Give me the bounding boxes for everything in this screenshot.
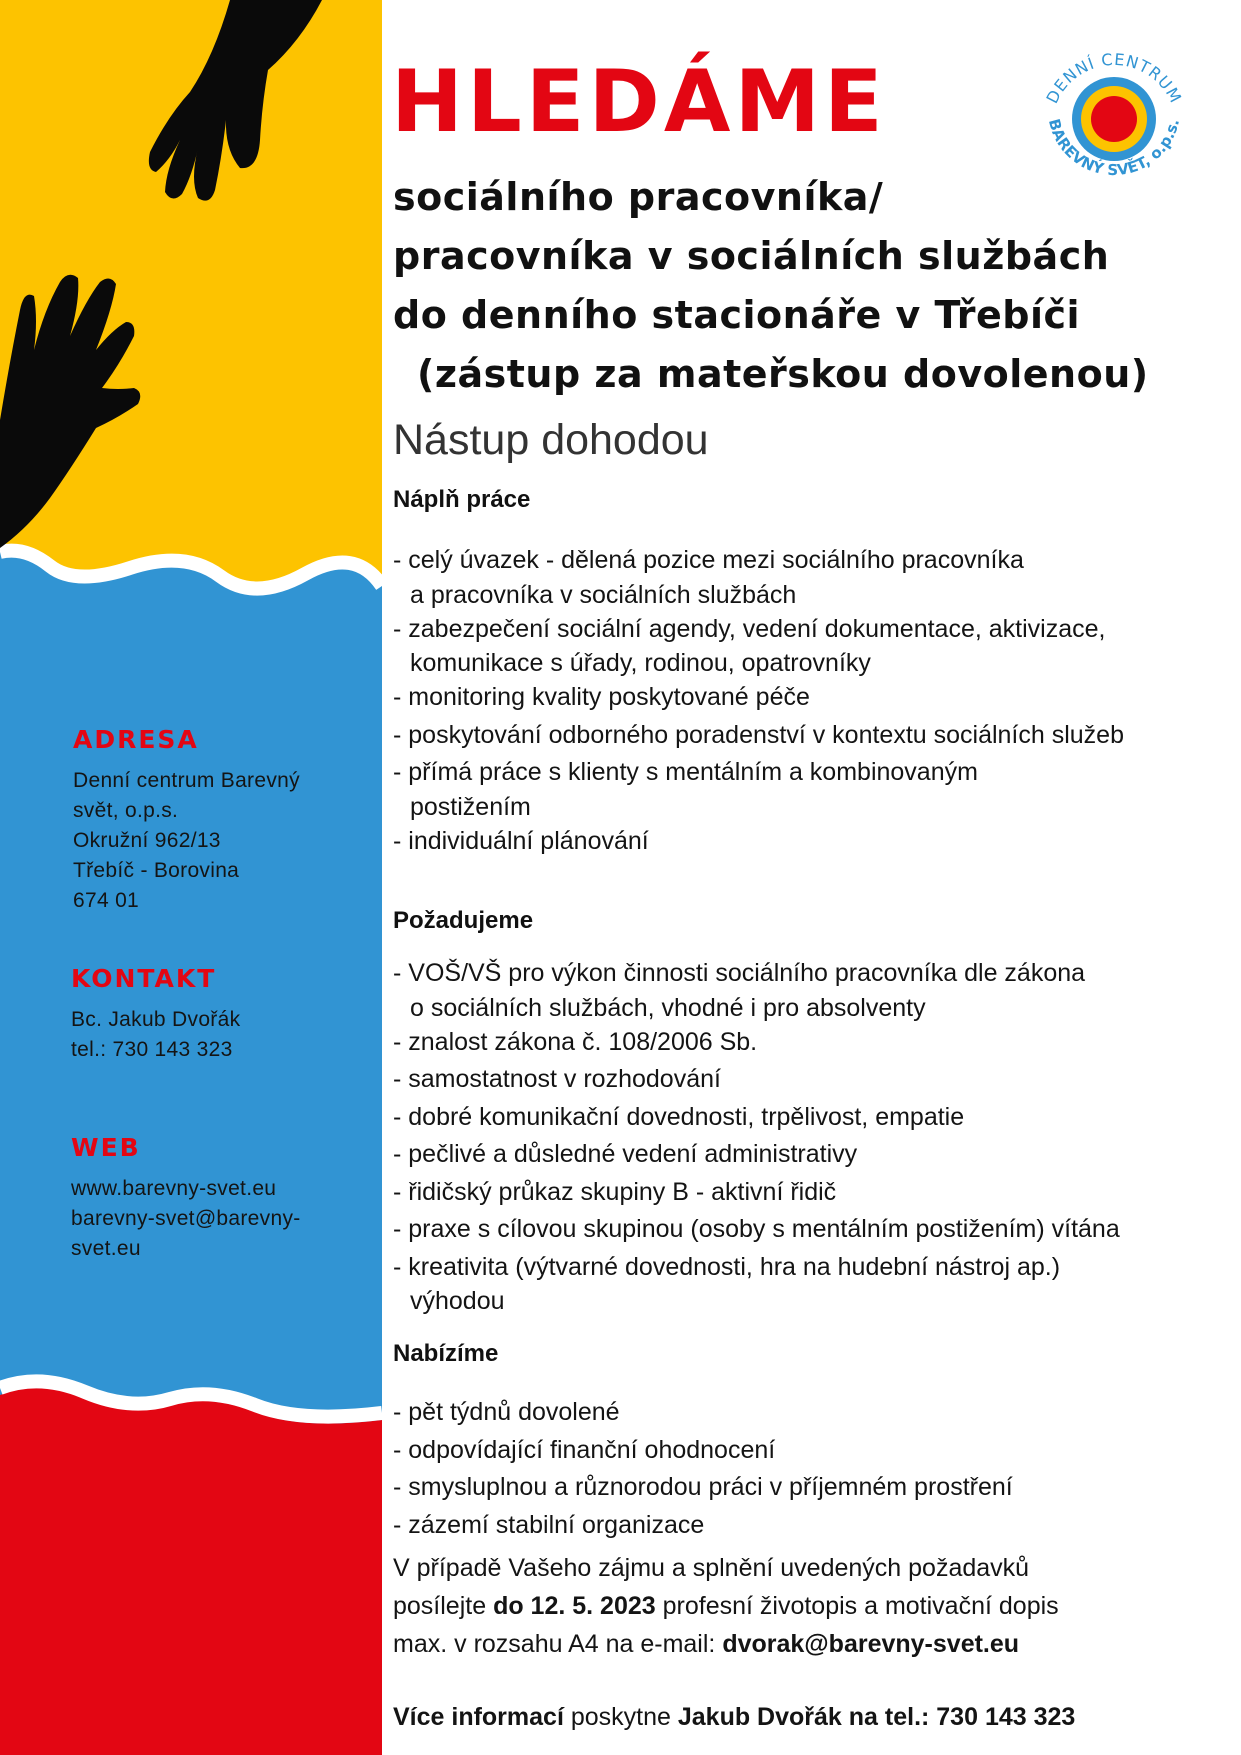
address-line: svět, o.p.s. [73,799,179,822]
address-line: 674 01 [73,889,140,912]
list-item [393,1136,1238,1174]
address-line: Denní centrum Barevný [73,769,300,792]
contact-name: Bc. Jakub Dvořák [71,1008,241,1031]
list-item-text: - praxe s cílovou skupinou (osoby s mentálním postižením) vítána [393,1215,1120,1243]
list-item-text: - samostatnost v rozhodování [393,1065,721,1093]
page-title: HLEDÁME [391,52,887,152]
list-item-text: - poskytování odborného poradenství v kontextu sociálních služeb [393,720,1124,749]
contact-block [71,964,351,1065]
list-item-text-cont: postižením [410,792,531,821]
red-band [0,1388,382,1755]
list-item [393,717,1238,755]
closing-line [393,1625,1059,1663]
address-line: Třebíč - Borovina [73,859,240,882]
closing-text: max. v rozsahu A4 na e-mail: [393,1630,723,1658]
list-item-text-cont: výhodou [410,1287,505,1315]
list-item-text: - monitoring kvality poskytované péče [393,683,810,711]
list-item-text-cont: komunikace s úřady, rodinou, opatrovníky [410,649,871,677]
list-item-text: - zabezpečení sociální agendy, vedení dokumentace, aktivizace, [393,614,1106,643]
address-block [73,725,353,916]
list-item-text: - řidičský průkaz skupiny B - aktivní řidič [393,1177,837,1206]
position-line: pracovníka v sociálních službách [393,234,1110,278]
list-item-text: - dobré komunikační dovednosti, trpělivost, empatie [393,1102,965,1131]
list-item-text-cont: o sociálních službách, vhodné i pro absolventy [410,993,926,1022]
list-item-text: - pečlivé a důsledné vedení administrativy [393,1140,858,1168]
list-item-text: - přímá práce s klienty s mentálním a kombinovaným [393,758,978,786]
list-item-text: - znalost zákona č. 108/2006 Sb. [393,1027,758,1056]
web-block [71,1133,351,1264]
closing-line: V případě Vašeho zájmu a splnění uvedených požadavků [393,1554,1030,1582]
list-item [393,1394,1238,1432]
list-item [393,1099,1238,1137]
closing-line [393,1587,1059,1625]
section-title-job: Náplň práce [393,486,531,513]
final-contact: Jakub Dvořák na tel.: 730 143 323 [677,1703,1076,1731]
deadline: do 12. 5. 2023 [493,1592,656,1620]
list-item-text: - VOŠ/VŠ pro výkon činnosti sociálního pracovníka dle zákona [393,959,1086,987]
list-item [393,1061,1238,1099]
final-text: poskytne [563,1703,678,1731]
list-item [393,1249,1238,1318]
list-item [393,611,1238,680]
contact-phone[interactable]: tel.: 730 143 323 [71,1038,233,1061]
list-item-text: - zázemí stabilní organizace [393,1510,705,1539]
list-item [393,1469,1238,1507]
list-item [393,679,1238,717]
list-item [393,754,1238,823]
section-title-offer: Nabízíme [393,1340,499,1367]
job-list [393,542,1238,860]
offer-list [393,1394,1238,1544]
requirements-list [393,955,1238,1317]
list-item [393,1432,1238,1470]
closing-paragraph [393,1549,1059,1663]
list-item [393,1507,1238,1545]
list-item [393,542,1238,611]
list-item-text: - pět týdnů dovolené [393,1398,620,1426]
list-item [393,823,1238,861]
list-item-text: - kreativita (výtvarné dovednosti, hra na hudební nástroj ap.) [393,1252,1061,1281]
list-item [393,955,1238,1024]
contact-email-link[interactable]: dvorak@barevny-svet.eu [722,1630,1020,1658]
logo-bottom-text: BAREVNÝ SVĚT, o.p.s. [1044,116,1183,180]
list-item [393,1211,1238,1249]
sidebar [0,0,382,1755]
position-line: do denního stacionáře v Třebíči [393,293,1081,337]
web-url-link[interactable]: www.barevny-svet.eu [71,1177,277,1200]
web-email-link-cont[interactable]: svet.eu [71,1237,141,1260]
closing-text: profesní životopis a motivační dopis [655,1592,1059,1620]
position-line: sociálního pracovníka/ [393,175,884,219]
address-line: Okružní 962/13 [73,829,221,852]
address-heading: ADRESA [73,725,199,754]
list-item-text-cont: a pracovníka v sociálních službách [410,580,797,609]
list-item [393,1024,1238,1062]
web-email-link[interactable]: barevny-svet@barevny- [71,1207,301,1230]
list-item-text: - odpovídající finanční ohodnocení [393,1435,776,1464]
contact-heading: KONTAKT [71,964,217,993]
list-item [393,1174,1238,1212]
list-item-text: - individuální plánování [393,826,649,855]
list-item-text: - smysluplnou a různorodou práci v příjemném prostření [393,1473,1013,1501]
list-item-text: - celý úvazek - dělená pozice mezi sociálního pracovníka [393,546,1024,574]
more-info-label: Více informací [393,1703,564,1731]
final-contact-line [393,1703,1075,1732]
start-note: Nástup dohodou [393,416,709,464]
logo-top-text: DENNÍ CENTRUM [1042,49,1186,107]
web-heading: WEB [71,1133,141,1162]
closing-text: posílejte [393,1592,494,1620]
position-title [393,168,1149,404]
section-title-requirements: Požadujeme [393,907,534,934]
position-line: (zástup za mateřskou dovolenou) [417,352,1149,396]
